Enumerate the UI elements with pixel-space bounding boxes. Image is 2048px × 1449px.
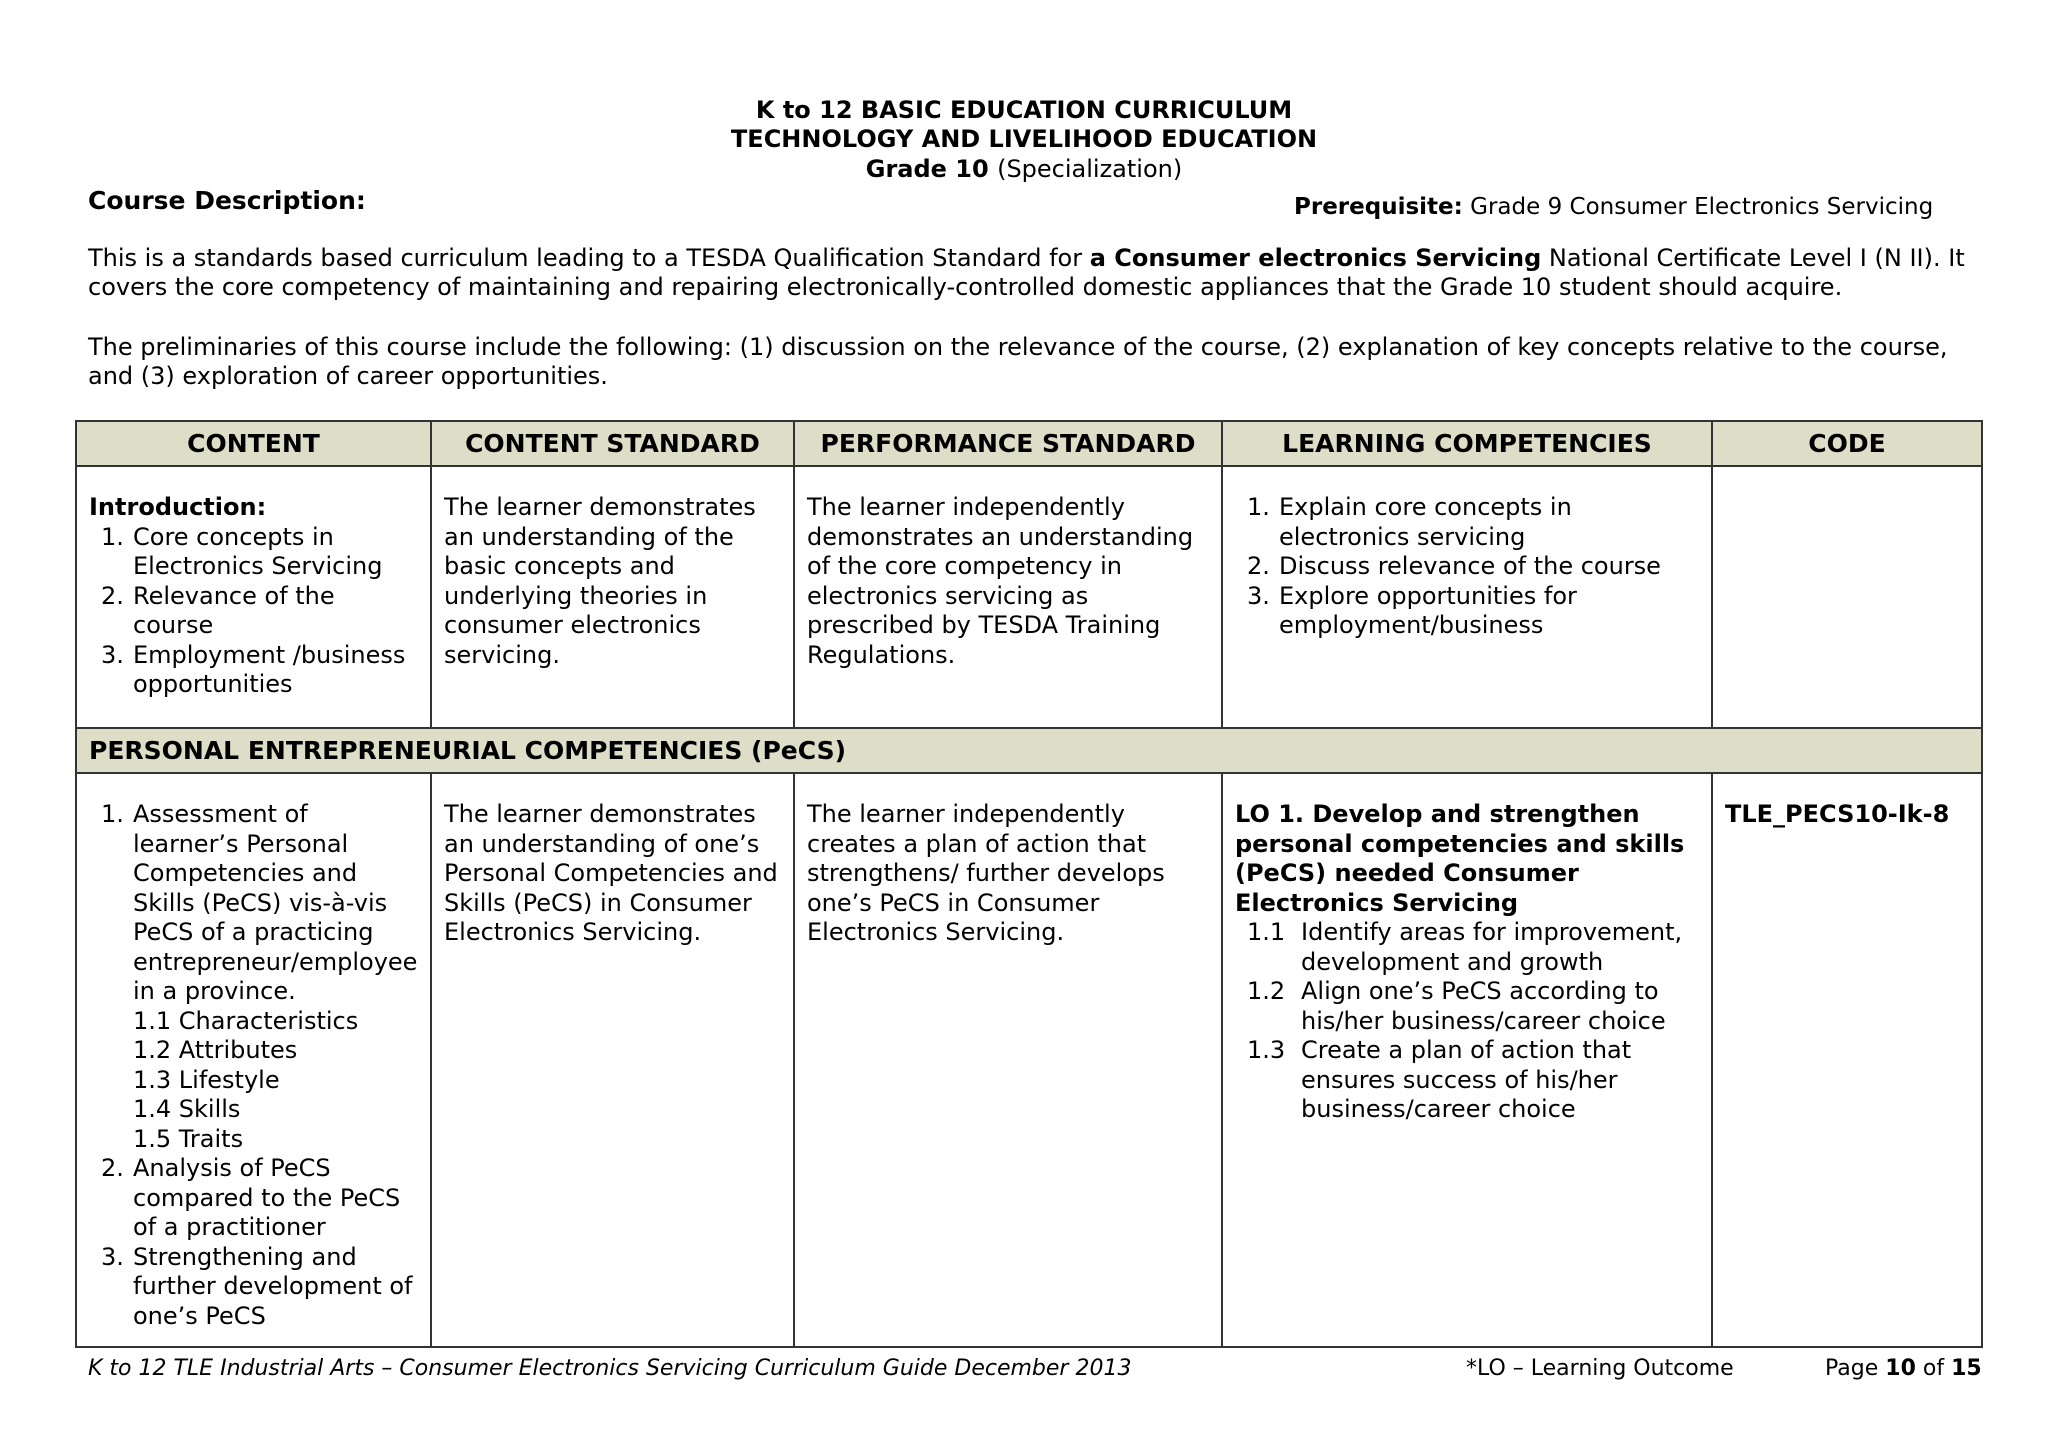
sub-item: 1.1 Characteristics <box>133 1006 359 1035</box>
page-label: Page <box>1825 1356 1879 1381</box>
page-current: 10 <box>1885 1356 1916 1381</box>
content-list <box>89 523 418 700</box>
performance-standard-cell: The learner independently creates a plan of action that strengthens/ further develops one’s PeCS in Consumer Electronics Servicing. <box>794 773 1222 1347</box>
item-number: 1.3 <box>1247 1036 1286 1064</box>
item-text: Relevance of the course <box>133 581 335 639</box>
item-number: 1.1 <box>1247 918 1286 946</box>
sub-item: 1.3 Lifestyle <box>133 1065 280 1094</box>
table-row <box>76 466 1982 728</box>
item-number: 3. <box>101 640 124 669</box>
prerequisite <box>1294 194 1933 220</box>
competencies-cell <box>1222 466 1712 728</box>
header-code: CODE <box>1712 421 1982 466</box>
item-number: 1. <box>101 800 124 828</box>
footer-legend: *LO – Learning Outcome <box>1466 1356 1734 1381</box>
learning-outcome-title: LO 1. Develop and strengthen personal competencies and skills (PeCS) needed Consumer Electronics Servicing <box>1235 800 1685 917</box>
table-row <box>76 773 1982 1347</box>
item-text: Identify areas for improvement, development and growth <box>1301 918 1683 976</box>
item-number: 3. <box>1247 581 1270 610</box>
content-standard-cell: The learner demonstrates an understanding of the basic concepts and underlying theories in consumer electronics servicing. <box>431 466 794 728</box>
item-text: Core concepts in Electronics Servicing <box>133 522 383 580</box>
list-item <box>89 800 418 1154</box>
list-item <box>89 523 418 582</box>
page-number <box>1825 1356 1982 1381</box>
item-number: 1.2 <box>1247 977 1286 1005</box>
list-item <box>1235 582 1699 641</box>
sub-item: 1.4 Skills <box>133 1095 241 1123</box>
description-paragraph-2: The preliminaries of this course include the following: (1) discussion on the relevance of the course, (2) explanation of key concepts relative to the course, and (3) exploration of career opportunities. <box>88 333 1948 390</box>
item-number: 1. <box>101 522 124 551</box>
list-item <box>1235 1036 1699 1125</box>
lo-list <box>1235 918 1699 1125</box>
item-text: Align one’s PeCS according to his/her business/career choice <box>1301 977 1666 1035</box>
code-cell <box>1712 466 1982 728</box>
list-item <box>89 641 418 700</box>
list-item <box>1235 918 1699 977</box>
list-item <box>1235 977 1699 1036</box>
item-text: Discuss relevance of the course <box>1279 552 1661 580</box>
code-cell: TLE_PECS10-Ik-8 <box>1712 773 1982 1347</box>
item-text: Create a plan of action that ensures success of his/her business/career choice <box>1301 1036 1632 1123</box>
prerequisite-label: Prerequisite: <box>1294 194 1463 220</box>
footer-title: K to 12 TLE Industrial Arts – Consumer Electronics Servicing Curriculum Guide December 2013 <box>88 1356 1132 1381</box>
description-paragraph-1 <box>88 244 1998 302</box>
list-item <box>1235 493 1699 552</box>
grade-label: Grade 10 <box>865 155 989 183</box>
item-number: 3. <box>101 1242 124 1271</box>
content-list <box>89 800 418 1331</box>
page-total: 15 <box>1951 1356 1982 1381</box>
intro-title: Introduction: <box>89 493 267 521</box>
curriculum-table <box>75 420 1983 1348</box>
course-description-label: Course Description: <box>88 186 366 215</box>
header-line-1: K to 12 BASIC EDUCATION CURRICULUM <box>755 96 1293 124</box>
performance-standard-cell: The learner independently demonstrates an understanding of the core competency in electronics servicing as prescribed by TESDA Training Regulations. <box>794 466 1222 728</box>
content-cell <box>76 773 431 1347</box>
header-content: CONTENT <box>76 421 431 466</box>
item-text: Explore opportunities for employment/business <box>1279 581 1577 639</box>
item-text: Employment /business opportunities <box>133 640 406 698</box>
item-number: 1. <box>1247 493 1270 521</box>
item-number: 2. <box>101 581 124 610</box>
item-number: 2. <box>1247 552 1270 580</box>
header-learning-competencies: LEARNING COMPETENCIES <box>1222 421 1712 466</box>
list-item <box>89 1243 418 1332</box>
item-text: Assessment of learner’s Personal Competencies and Skills (PeCS) vis-à-vis PeCS of a practicing entrepreneur/employee in a province. <box>133 800 418 1005</box>
header-performance-standard: PERFORMANCE STANDARD <box>794 421 1222 466</box>
content-standard-cell: The learner demonstrates an understanding of one’s Personal Competencies and Skills (PeCS) in Consumer Electronics Servicing. <box>431 773 794 1347</box>
section-row <box>76 728 1982 773</box>
table-header-row <box>76 421 1982 466</box>
page-of: of <box>1922 1356 1945 1381</box>
item-text: Explain core concepts in electronics servicing <box>1279 493 1572 551</box>
competencies-cell <box>1222 773 1712 1347</box>
grade-note: (Specialization) <box>997 155 1183 183</box>
list-item <box>1235 552 1699 582</box>
para1-before: This is a standards based curriculum leading to a TESDA Qualification Standard for <box>88 244 1090 272</box>
header-grade <box>0 155 2048 184</box>
item-number: 2. <box>101 1154 124 1182</box>
list-item <box>89 582 418 641</box>
para1-bold: a Consumer electronics Servicing <box>1089 244 1542 272</box>
sub-list <box>133 1007 418 1155</box>
prerequisite-value: Grade 9 Consumer Electronics Servicing <box>1470 194 1934 220</box>
list-item <box>89 1154 418 1243</box>
section-title: PERSONAL ENTREPRENEURIAL COMPETENCIES (PeCS) <box>76 728 1982 773</box>
item-text: Strengthening and further development of one’s PeCS <box>133 1242 413 1330</box>
sub-item: 1.5 Traits <box>133 1124 244 1153</box>
item-text: Analysis of PeCS compared to the PeCS of a practitioner <box>133 1154 401 1241</box>
header-content-standard: CONTENT STANDARD <box>431 421 794 466</box>
header-line-2: TECHNOLOGY AND LIVELIHOOD EDUCATION <box>730 125 1318 153</box>
para1-after: National Certificate Level I (N II). It covers the core competency of maintaining and repairing electronically-controlled domestic appliances that the Grade 10 student should acquire. <box>88 244 1965 301</box>
content-cell <box>76 466 431 728</box>
competencies-list <box>1235 493 1699 641</box>
sub-item: 1.2 Attributes <box>133 1036 298 1064</box>
